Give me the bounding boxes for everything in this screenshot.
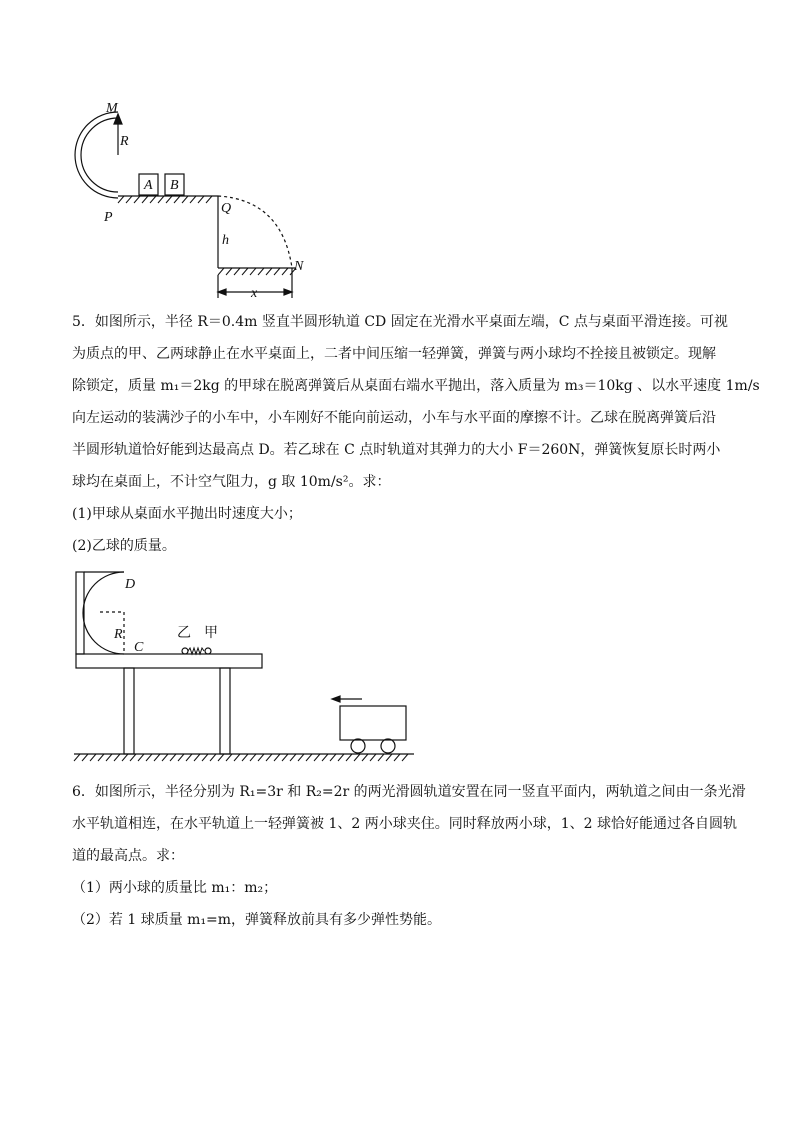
label-C: C: [134, 640, 144, 655]
hatch-mark: [386, 754, 392, 761]
hatch-mark: [282, 754, 288, 761]
hatch-mark: [122, 754, 128, 761]
hatch-mark: [242, 754, 248, 761]
hatch-mark: [186, 754, 192, 761]
hatch-mark: [354, 754, 360, 761]
hatch-mark: [402, 754, 408, 761]
q5-sub-question-2: (2)乙球的质量。: [72, 538, 176, 554]
label-R2: R: [114, 627, 123, 642]
hatch-mark: [322, 754, 328, 761]
label-R: R: [120, 134, 129, 149]
hatch-mark: [130, 754, 136, 761]
figure-1-diagram: [60, 95, 330, 305]
q6-line-1: 6．如图所示，半径分别为 R₁=3r 和 R₂=2r 的两光滑圆轨道安置在同一竖直平面内，两轨道之间由一条光滑: [72, 784, 746, 800]
hatch-mark: [106, 754, 112, 761]
q5-line-5: 半圆形轨道恰好能到达最高点 D。若乙球在 C 点时轨道对其弹力的大小 F＝260N，弹簧恢复原长时两小: [72, 442, 721, 458]
hatch-mark: [98, 754, 104, 761]
label-B: B: [170, 178, 179, 193]
hatch-mark: [298, 754, 304, 761]
hatch-mark: [194, 754, 200, 761]
label-N: N: [294, 259, 304, 274]
hatch-mark: [138, 754, 144, 761]
hatch-mark: [154, 754, 160, 761]
label-D: D: [125, 577, 136, 592]
hatch-mark: [394, 754, 400, 761]
hatch-mark: [202, 754, 208, 761]
hatch-mark: [210, 754, 216, 761]
hatch-mark: [290, 754, 296, 761]
label-P: P: [104, 210, 113, 225]
hatch-mark: [82, 754, 88, 761]
hatch-mark: [362, 754, 368, 761]
hatch-mark: [266, 754, 272, 761]
hatch-mark: [114, 754, 120, 761]
hatch-mark: [274, 754, 280, 761]
hatch-mark: [314, 754, 320, 761]
q6-sub-question-2: （2）若 1 球质量 m₁=m，弹簧释放前具有多少弹性势能。: [72, 912, 442, 928]
question-6: [72, 776, 746, 936]
hatch-mark: [346, 754, 352, 761]
label-h: h: [222, 233, 229, 248]
figure-2-diagram: [70, 565, 420, 765]
q5-line-6: 球均在桌面上，不计空气阻力，g 取 10m/s²。求：: [72, 474, 391, 490]
hatch-mark: [338, 754, 344, 761]
label-A: A: [144, 178, 153, 193]
hatch-mark: [74, 754, 80, 761]
label-yi: 乙: [177, 626, 191, 641]
hatch-mark: [306, 754, 312, 761]
q6-sub-question-1: （1）两小球的质量比 m₁：m₂；: [72, 880, 278, 896]
hatch-mark: [146, 754, 152, 761]
label-M: M: [106, 101, 118, 116]
question-5: [72, 306, 760, 562]
label-jia: 甲: [204, 626, 218, 641]
q5-sub-question-1: (1)甲球从桌面水平抛出时速度大小；: [72, 506, 302, 522]
q5-line-3: 除锁定，质量 m₁＝2kg 的甲球在脱离弹簧后从桌面右端水平抛出，落入质量为 m₃＝10kg 、以水平速度 1m/s: [72, 378, 760, 394]
hatch-mark: [250, 754, 256, 761]
hatch-mark: [378, 754, 384, 761]
q6-line-3: 道的最高点。求：: [72, 848, 184, 864]
hatch-mark: [178, 754, 184, 761]
q5-line-1: 5．如图所示，半径 R＝0.4m 竖直半圆形轨道 CD 固定在光滑水平桌面左端，C 点与桌面平滑连接。可视: [72, 314, 728, 330]
hatch-mark: [234, 754, 240, 761]
hatch-mark: [370, 754, 376, 761]
ground-hatch: [74, 754, 408, 761]
q5-line-4: 向左运动的装满沙子的小车中，小车刚好不能向前运动，小车与水平面的摩擦不计。乙球在脱离弹簧后沿: [72, 410, 716, 426]
hatch-mark: [162, 754, 168, 761]
q5-line-2: 为质点的甲、乙两球静止在水平桌面上，二者中间压缩一轻弹簧，弹簧与两小球均不拴接且被锁定。现解: [72, 346, 716, 362]
label-Q: Q: [221, 201, 232, 216]
hatch-mark: [226, 754, 232, 761]
hatch-mark: [258, 754, 264, 761]
hatch-mark: [90, 754, 96, 761]
hatch-mark: [170, 754, 176, 761]
hatch-mark: [330, 754, 336, 761]
q6-line-2: 水平轨道相连，在水平轨道上一轻弹簧被 1、2 两小球夹住。同时释放两小球，1、2 球恰好能通过各自圆轨: [72, 816, 737, 832]
hatch-mark: [218, 754, 224, 761]
label-x: x: [251, 286, 258, 301]
